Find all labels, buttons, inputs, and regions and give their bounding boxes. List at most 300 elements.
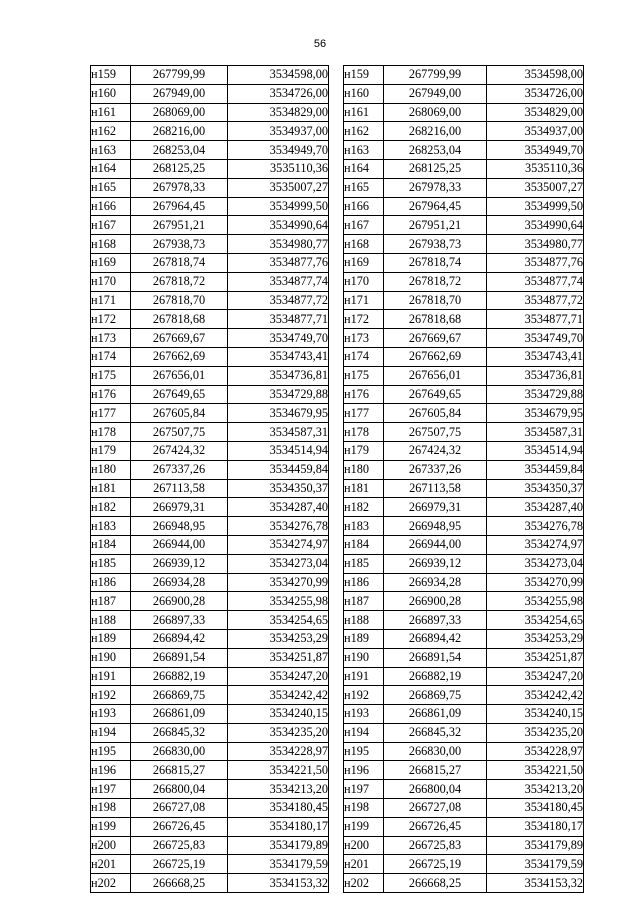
x-coordinate-cell: 266979,31 bbox=[384, 498, 487, 517]
x-coordinate-cell: 267964,45 bbox=[131, 197, 228, 216]
table-row bbox=[344, 159, 584, 178]
y-coordinate-cell: 3534254,65 bbox=[228, 611, 329, 630]
table-row bbox=[91, 66, 329, 85]
point-id-cell: н202 bbox=[91, 874, 131, 893]
x-coordinate-cell: 266725,19 bbox=[131, 855, 228, 874]
table-row bbox=[344, 855, 584, 874]
x-coordinate-cell: 266939,12 bbox=[384, 554, 487, 573]
page-number: 56 bbox=[313, 38, 327, 50]
point-id-cell: н199 bbox=[91, 817, 131, 836]
x-coordinate-cell: 267669,67 bbox=[384, 329, 487, 348]
y-coordinate-cell: 3534679,95 bbox=[228, 404, 329, 423]
point-id-cell: н180 bbox=[91, 460, 131, 479]
y-coordinate-cell: 3534273,04 bbox=[487, 554, 584, 573]
point-id-cell: н198 bbox=[91, 799, 131, 818]
y-coordinate-cell: 3534179,59 bbox=[487, 855, 584, 874]
x-coordinate-cell: 266725,83 bbox=[384, 836, 487, 855]
y-coordinate-cell: 3534274,97 bbox=[487, 535, 584, 554]
x-coordinate-cell: 267951,21 bbox=[131, 216, 228, 235]
point-id-cell: н192 bbox=[91, 686, 131, 705]
table-row bbox=[344, 517, 584, 536]
coordinates-table-right bbox=[343, 65, 584, 893]
x-coordinate-cell: 267799,99 bbox=[384, 66, 487, 85]
x-coordinate-cell: 267649,65 bbox=[131, 385, 228, 404]
table-row bbox=[344, 235, 584, 254]
x-coordinate-cell: 267818,70 bbox=[384, 291, 487, 310]
point-id-cell: н200 bbox=[344, 836, 384, 855]
table-row bbox=[344, 197, 584, 216]
x-coordinate-cell: 266891,54 bbox=[384, 648, 487, 667]
table-row bbox=[344, 291, 584, 310]
y-coordinate-cell: 3534736,81 bbox=[487, 366, 584, 385]
x-coordinate-cell: 266869,75 bbox=[131, 686, 228, 705]
point-id-cell: н190 bbox=[344, 648, 384, 667]
point-id-cell: н188 bbox=[91, 611, 131, 630]
x-coordinate-cell: 266894,42 bbox=[131, 629, 228, 648]
table-row bbox=[344, 742, 584, 761]
table-row bbox=[344, 441, 584, 460]
table-row bbox=[344, 573, 584, 592]
x-coordinate-cell: 267656,01 bbox=[384, 366, 487, 385]
point-id-cell: н194 bbox=[344, 723, 384, 742]
point-id-cell: н188 bbox=[344, 611, 384, 630]
y-coordinate-cell: 3534240,15 bbox=[228, 705, 329, 724]
point-id-cell: н196 bbox=[344, 761, 384, 780]
table-row bbox=[344, 836, 584, 855]
x-coordinate-cell: 267818,74 bbox=[131, 253, 228, 272]
point-id-cell: н194 bbox=[91, 723, 131, 742]
y-coordinate-cell: 3534213,20 bbox=[228, 780, 329, 799]
x-coordinate-cell: 266800,04 bbox=[131, 780, 228, 799]
table-row bbox=[344, 103, 584, 122]
table-row bbox=[91, 648, 329, 667]
point-id-cell: н180 bbox=[344, 460, 384, 479]
y-coordinate-cell: 3535007,27 bbox=[228, 178, 329, 197]
y-coordinate-cell: 3534949,70 bbox=[228, 141, 329, 160]
x-coordinate-cell: 266725,83 bbox=[131, 836, 228, 855]
x-coordinate-cell: 267978,33 bbox=[131, 178, 228, 197]
y-coordinate-cell: 3534459,84 bbox=[487, 460, 584, 479]
point-id-cell: н177 bbox=[91, 404, 131, 423]
point-id-cell: н190 bbox=[91, 648, 131, 667]
x-coordinate-cell: 266897,33 bbox=[131, 611, 228, 630]
table-row bbox=[344, 535, 584, 554]
table-row bbox=[91, 178, 329, 197]
table-row bbox=[344, 667, 584, 686]
y-coordinate-cell: 3534235,20 bbox=[228, 723, 329, 742]
x-coordinate-cell: 266668,25 bbox=[131, 874, 228, 893]
table-row bbox=[344, 347, 584, 366]
x-coordinate-cell: 267507,75 bbox=[131, 423, 228, 442]
point-id-cell: н162 bbox=[344, 122, 384, 141]
point-id-cell: н197 bbox=[91, 780, 131, 799]
x-coordinate-cell: 267818,68 bbox=[384, 310, 487, 329]
x-coordinate-cell: 268125,25 bbox=[131, 159, 228, 178]
y-coordinate-cell: 3534276,78 bbox=[228, 517, 329, 536]
y-coordinate-cell: 3534213,20 bbox=[487, 780, 584, 799]
x-coordinate-cell: 266861,09 bbox=[131, 705, 228, 724]
table-row bbox=[91, 780, 329, 799]
y-coordinate-cell: 3534221,50 bbox=[487, 761, 584, 780]
x-coordinate-cell: 266668,25 bbox=[384, 874, 487, 893]
y-coordinate-cell: 3535110,36 bbox=[487, 159, 584, 178]
table-row bbox=[91, 460, 329, 479]
point-id-cell: н173 bbox=[91, 329, 131, 348]
x-coordinate-cell: 267656,01 bbox=[131, 366, 228, 385]
table-row bbox=[344, 479, 584, 498]
table-row bbox=[91, 667, 329, 686]
y-coordinate-cell: 3534726,00 bbox=[228, 84, 329, 103]
point-id-cell: н166 bbox=[91, 197, 131, 216]
x-coordinate-cell: 266944,00 bbox=[384, 535, 487, 554]
y-coordinate-cell: 3534877,74 bbox=[228, 272, 329, 291]
point-id-cell: н175 bbox=[91, 366, 131, 385]
y-coordinate-cell: 3534877,72 bbox=[228, 291, 329, 310]
table-row bbox=[344, 723, 584, 742]
point-id-cell: н159 bbox=[91, 66, 131, 85]
table-row bbox=[91, 836, 329, 855]
point-id-cell: н176 bbox=[344, 385, 384, 404]
table-row bbox=[91, 535, 329, 554]
table-row bbox=[91, 329, 329, 348]
x-coordinate-cell: 266900,28 bbox=[131, 592, 228, 611]
point-id-cell: н184 bbox=[91, 535, 131, 554]
point-id-cell: н162 bbox=[91, 122, 131, 141]
y-coordinate-cell: 3534990,64 bbox=[487, 216, 584, 235]
table-row bbox=[344, 423, 584, 442]
x-coordinate-cell: 266725,19 bbox=[384, 855, 487, 874]
point-id-cell: н175 bbox=[344, 366, 384, 385]
x-coordinate-cell: 267507,75 bbox=[384, 423, 487, 442]
point-id-cell: н189 bbox=[344, 629, 384, 648]
x-coordinate-cell: 267949,00 bbox=[131, 84, 228, 103]
table-row bbox=[344, 874, 584, 893]
x-coordinate-cell: 266934,28 bbox=[131, 573, 228, 592]
y-coordinate-cell: 3534726,00 bbox=[487, 84, 584, 103]
table-row bbox=[91, 122, 329, 141]
table-row bbox=[344, 122, 584, 141]
x-coordinate-cell: 266727,08 bbox=[131, 799, 228, 818]
y-coordinate-cell: 3534877,71 bbox=[487, 310, 584, 329]
table-row bbox=[91, 799, 329, 818]
table-row bbox=[91, 441, 329, 460]
y-coordinate-cell: 3535110,36 bbox=[228, 159, 329, 178]
y-coordinate-cell: 3534679,95 bbox=[487, 404, 584, 423]
x-coordinate-cell: 266882,19 bbox=[131, 667, 228, 686]
table-row bbox=[91, 592, 329, 611]
y-coordinate-cell: 3534877,74 bbox=[487, 272, 584, 291]
y-coordinate-cell: 3534255,98 bbox=[228, 592, 329, 611]
x-coordinate-cell: 266726,45 bbox=[384, 817, 487, 836]
y-coordinate-cell: 3534999,50 bbox=[228, 197, 329, 216]
point-id-cell: н181 bbox=[91, 479, 131, 498]
point-id-cell: н171 bbox=[344, 291, 384, 310]
point-id-cell: н191 bbox=[91, 667, 131, 686]
y-coordinate-cell: 3534729,88 bbox=[487, 385, 584, 404]
x-coordinate-cell: 268253,04 bbox=[384, 141, 487, 160]
point-id-cell: н161 bbox=[344, 103, 384, 122]
y-coordinate-cell: 3534937,00 bbox=[228, 122, 329, 141]
point-id-cell: н167 bbox=[91, 216, 131, 235]
y-coordinate-cell: 3534743,41 bbox=[487, 347, 584, 366]
x-coordinate-cell: 266727,08 bbox=[384, 799, 487, 818]
point-id-cell: н181 bbox=[344, 479, 384, 498]
x-coordinate-cell: 267424,32 bbox=[131, 441, 228, 460]
table-row bbox=[344, 366, 584, 385]
point-id-cell: н165 bbox=[344, 178, 384, 197]
x-coordinate-cell: 266948,95 bbox=[384, 517, 487, 536]
x-coordinate-cell: 267949,00 bbox=[384, 84, 487, 103]
y-coordinate-cell: 3534253,29 bbox=[228, 629, 329, 648]
x-coordinate-cell: 266891,54 bbox=[131, 648, 228, 667]
table-row bbox=[344, 460, 584, 479]
table-row bbox=[344, 799, 584, 818]
table-row bbox=[91, 742, 329, 761]
point-id-cell: н159 bbox=[344, 66, 384, 85]
table-row bbox=[91, 498, 329, 517]
point-id-cell: н170 bbox=[91, 272, 131, 291]
table-row bbox=[344, 554, 584, 573]
y-coordinate-cell: 3534270,99 bbox=[487, 573, 584, 592]
y-coordinate-cell: 3534270,99 bbox=[228, 573, 329, 592]
y-coordinate-cell: 3534287,40 bbox=[487, 498, 584, 517]
x-coordinate-cell: 267605,84 bbox=[131, 404, 228, 423]
point-id-cell: н177 bbox=[344, 404, 384, 423]
table-row bbox=[344, 404, 584, 423]
y-coordinate-cell: 3534242,42 bbox=[228, 686, 329, 705]
x-coordinate-cell: 267649,65 bbox=[384, 385, 487, 404]
y-coordinate-cell: 3534587,31 bbox=[228, 423, 329, 442]
table-row bbox=[91, 159, 329, 178]
y-coordinate-cell: 3534877,76 bbox=[228, 253, 329, 272]
x-coordinate-cell: 267818,72 bbox=[131, 272, 228, 291]
point-id-cell: н183 bbox=[344, 517, 384, 536]
point-id-cell: н201 bbox=[91, 855, 131, 874]
point-id-cell: н176 bbox=[91, 385, 131, 404]
x-coordinate-cell: 267669,67 bbox=[131, 329, 228, 348]
y-coordinate-cell: 3534514,94 bbox=[487, 441, 584, 460]
table-row bbox=[91, 253, 329, 272]
y-coordinate-cell: 3534587,31 bbox=[487, 423, 584, 442]
point-id-cell: н200 bbox=[91, 836, 131, 855]
y-coordinate-cell: 3534242,42 bbox=[487, 686, 584, 705]
point-id-cell: н171 bbox=[91, 291, 131, 310]
x-coordinate-cell: 267964,45 bbox=[384, 197, 487, 216]
x-coordinate-cell: 267818,70 bbox=[131, 291, 228, 310]
point-id-cell: н179 bbox=[344, 441, 384, 460]
y-coordinate-cell: 3534254,65 bbox=[487, 611, 584, 630]
x-coordinate-cell: 266934,28 bbox=[384, 573, 487, 592]
y-coordinate-cell: 3534221,50 bbox=[228, 761, 329, 780]
table-row bbox=[91, 705, 329, 724]
x-coordinate-cell: 266894,42 bbox=[384, 629, 487, 648]
y-coordinate-cell: 3534228,97 bbox=[487, 742, 584, 761]
point-id-cell: н195 bbox=[91, 742, 131, 761]
table-row bbox=[91, 197, 329, 216]
table-row bbox=[91, 817, 329, 836]
point-id-cell: н174 bbox=[91, 347, 131, 366]
table-row bbox=[91, 84, 329, 103]
x-coordinate-cell: 267938,73 bbox=[384, 235, 487, 254]
point-id-cell: н186 bbox=[91, 573, 131, 592]
x-coordinate-cell: 267818,72 bbox=[384, 272, 487, 291]
x-coordinate-cell: 266882,19 bbox=[384, 667, 487, 686]
x-coordinate-cell: 267424,32 bbox=[384, 441, 487, 460]
x-coordinate-cell: 267799,99 bbox=[131, 66, 228, 85]
x-coordinate-cell: 266900,28 bbox=[384, 592, 487, 611]
table-row bbox=[344, 817, 584, 836]
x-coordinate-cell: 267818,74 bbox=[384, 253, 487, 272]
point-id-cell: н182 bbox=[91, 498, 131, 517]
point-id-cell: н196 bbox=[91, 761, 131, 780]
x-coordinate-cell: 266800,04 bbox=[384, 780, 487, 799]
x-coordinate-cell: 268216,00 bbox=[131, 122, 228, 141]
table-row bbox=[344, 385, 584, 404]
y-coordinate-cell: 3534459,84 bbox=[228, 460, 329, 479]
table-row bbox=[91, 141, 329, 160]
table-row bbox=[91, 291, 329, 310]
point-id-cell: н202 bbox=[344, 874, 384, 893]
y-coordinate-cell: 3534180,45 bbox=[228, 799, 329, 818]
x-coordinate-cell: 268125,25 bbox=[384, 159, 487, 178]
y-coordinate-cell: 3534253,29 bbox=[487, 629, 584, 648]
y-coordinate-cell: 3534949,70 bbox=[487, 141, 584, 160]
point-id-cell: н173 bbox=[344, 329, 384, 348]
x-coordinate-cell: 266979,31 bbox=[131, 498, 228, 517]
y-coordinate-cell: 3534180,45 bbox=[487, 799, 584, 818]
x-coordinate-cell: 267337,26 bbox=[384, 460, 487, 479]
x-coordinate-cell: 268216,00 bbox=[384, 122, 487, 141]
point-id-cell: н160 bbox=[344, 84, 384, 103]
point-id-cell: н179 bbox=[91, 441, 131, 460]
x-coordinate-cell: 266939,12 bbox=[131, 554, 228, 573]
y-coordinate-cell: 3534153,32 bbox=[487, 874, 584, 893]
point-id-cell: н163 bbox=[91, 141, 131, 160]
point-id-cell: н198 bbox=[344, 799, 384, 818]
y-coordinate-cell: 3534287,40 bbox=[228, 498, 329, 517]
table-row bbox=[344, 498, 584, 517]
point-id-cell: н182 bbox=[344, 498, 384, 517]
y-coordinate-cell: 3535007,27 bbox=[487, 178, 584, 197]
y-coordinate-cell: 3534729,88 bbox=[228, 385, 329, 404]
point-id-cell: н189 bbox=[91, 629, 131, 648]
table-row bbox=[344, 648, 584, 667]
x-coordinate-cell: 267818,68 bbox=[131, 310, 228, 329]
y-coordinate-cell: 3534235,20 bbox=[487, 723, 584, 742]
point-id-cell: н193 bbox=[91, 705, 131, 724]
coordinates-table-left bbox=[90, 65, 329, 893]
y-coordinate-cell: 3534274,97 bbox=[228, 535, 329, 554]
table-row bbox=[91, 723, 329, 742]
y-coordinate-cell: 3534999,50 bbox=[487, 197, 584, 216]
y-coordinate-cell: 3534598,00 bbox=[228, 66, 329, 85]
table-row bbox=[91, 479, 329, 498]
y-coordinate-cell: 3534829,00 bbox=[228, 103, 329, 122]
y-coordinate-cell: 3534877,72 bbox=[487, 291, 584, 310]
table-row bbox=[344, 84, 584, 103]
y-coordinate-cell: 3534247,20 bbox=[487, 667, 584, 686]
y-coordinate-cell: 3534273,04 bbox=[228, 554, 329, 573]
table-row bbox=[91, 554, 329, 573]
table-row bbox=[91, 686, 329, 705]
table-row bbox=[344, 253, 584, 272]
x-coordinate-cell: 266944,00 bbox=[131, 535, 228, 554]
point-id-cell: н160 bbox=[91, 84, 131, 103]
point-id-cell: н169 bbox=[91, 253, 131, 272]
point-id-cell: н168 bbox=[344, 235, 384, 254]
point-id-cell: н164 bbox=[91, 159, 131, 178]
x-coordinate-cell: 266869,75 bbox=[384, 686, 487, 705]
x-coordinate-cell: 267951,21 bbox=[384, 216, 487, 235]
point-id-cell: н199 bbox=[344, 817, 384, 836]
table-row bbox=[91, 611, 329, 630]
x-coordinate-cell: 268253,04 bbox=[131, 141, 228, 160]
table-row bbox=[344, 310, 584, 329]
x-coordinate-cell: 267662,69 bbox=[131, 347, 228, 366]
x-coordinate-cell: 267938,73 bbox=[131, 235, 228, 254]
point-id-cell: н169 bbox=[344, 253, 384, 272]
point-id-cell: н193 bbox=[344, 705, 384, 724]
x-coordinate-cell: 266815,27 bbox=[131, 761, 228, 780]
point-id-cell: н184 bbox=[344, 535, 384, 554]
table-row bbox=[91, 517, 329, 536]
x-coordinate-cell: 267337,26 bbox=[131, 460, 228, 479]
point-id-cell: н187 bbox=[344, 592, 384, 611]
point-id-cell: н170 bbox=[344, 272, 384, 291]
table-row bbox=[91, 347, 329, 366]
point-id-cell: н174 bbox=[344, 347, 384, 366]
y-coordinate-cell: 3534877,71 bbox=[228, 310, 329, 329]
y-coordinate-cell: 3534179,89 bbox=[487, 836, 584, 855]
table-row bbox=[344, 141, 584, 160]
x-coordinate-cell: 267978,33 bbox=[384, 178, 487, 197]
table-row bbox=[344, 272, 584, 291]
point-id-cell: н185 bbox=[344, 554, 384, 573]
table-row bbox=[91, 385, 329, 404]
table-row bbox=[91, 573, 329, 592]
y-coordinate-cell: 3534749,70 bbox=[487, 329, 584, 348]
y-coordinate-cell: 3534255,98 bbox=[487, 592, 584, 611]
y-coordinate-cell: 3534829,00 bbox=[487, 103, 584, 122]
y-coordinate-cell: 3534276,78 bbox=[487, 517, 584, 536]
table-row bbox=[344, 780, 584, 799]
x-coordinate-cell: 266897,33 bbox=[384, 611, 487, 630]
point-id-cell: н191 bbox=[344, 667, 384, 686]
x-coordinate-cell: 266830,00 bbox=[384, 742, 487, 761]
y-coordinate-cell: 3534749,70 bbox=[228, 329, 329, 348]
x-coordinate-cell: 268069,00 bbox=[384, 103, 487, 122]
table-row bbox=[344, 592, 584, 611]
y-coordinate-cell: 3534980,77 bbox=[228, 235, 329, 254]
table-row bbox=[91, 855, 329, 874]
point-id-cell: н192 bbox=[344, 686, 384, 705]
table-row bbox=[91, 216, 329, 235]
table-row bbox=[91, 404, 329, 423]
x-coordinate-cell: 267605,84 bbox=[384, 404, 487, 423]
table-row bbox=[344, 66, 584, 85]
point-id-cell: н168 bbox=[91, 235, 131, 254]
y-coordinate-cell: 3534350,37 bbox=[487, 479, 584, 498]
table-row bbox=[91, 629, 329, 648]
point-id-cell: н165 bbox=[91, 178, 131, 197]
point-id-cell: н187 bbox=[91, 592, 131, 611]
point-id-cell: н186 bbox=[344, 573, 384, 592]
table-row bbox=[344, 178, 584, 197]
y-coordinate-cell: 3534990,64 bbox=[228, 216, 329, 235]
table-row bbox=[344, 761, 584, 780]
x-coordinate-cell: 267113,58 bbox=[384, 479, 487, 498]
point-id-cell: н172 bbox=[344, 310, 384, 329]
